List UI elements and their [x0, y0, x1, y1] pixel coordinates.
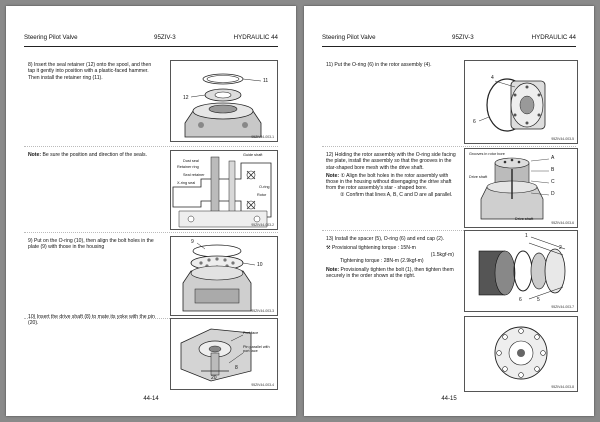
label-retainer-ring: Retainer ring [177, 165, 199, 169]
torque-1-alt: (1.5kgf-m) [430, 251, 454, 258]
rotor-grooves-illustration [465, 149, 577, 227]
step-9 [28, 238, 156, 251]
label-drive-shaft: Drive shaft [469, 175, 488, 179]
callout-1: 1 [525, 233, 528, 239]
callout-8: 8 [235, 365, 238, 371]
bolt-order-illustration [465, 317, 577, 391]
line-b: B [551, 167, 555, 173]
callout-5: 5 [537, 297, 540, 303]
divider [322, 146, 576, 147]
line-d: D [551, 191, 555, 197]
figure-seal-retainer [170, 60, 278, 142]
step-8-text: 8) Insert the seal retainer (12) onto the spool, and then tap it gently into position with a plastic-faced hammer. Then install the retainer ring (11). [28, 62, 152, 81]
step-11 [326, 62, 462, 68]
figure-end-cap [464, 230, 578, 312]
header-title: Steering Pilot Valve [24, 34, 78, 41]
torque-1-value: 15N-m [400, 245, 416, 252]
label-grooves: Grooves in rotor bore [469, 152, 505, 156]
page-header [24, 34, 278, 47]
rotor-illustration [465, 61, 577, 143]
seal-retainer-illustration [171, 61, 277, 141]
figure-plate-o-ring [170, 236, 278, 316]
page-number: 44-14 [143, 396, 159, 402]
step-12-text: 12) Holding the rotor assembly with the O-ring side facing the plate, install the assembly so that the grooves in the star-shaped bore mesh with the drive shaft. [326, 152, 456, 171]
callout-6: 6 [473, 119, 476, 125]
note-seals [28, 152, 160, 158]
figure-id: 95ZIV44-003-3 [251, 309, 274, 313]
figure-id: 95ZIV44-003-7 [551, 305, 574, 309]
wrench-icon: ⚒ [326, 245, 331, 252]
figure-id: 95ZIV44-003-5 [551, 137, 574, 141]
step-10 [28, 314, 160, 327]
figure-id: 95ZIV44-003-8 [551, 385, 574, 389]
note-13: Provisionally tighten the bolt (1), then tighten them securely in the order shown at the right. [326, 267, 454, 280]
divider [24, 232, 278, 233]
step-8 [28, 62, 156, 81]
figure-id: 95ZIV44-003-4 [251, 383, 274, 387]
callout-12: 12 [183, 95, 189, 101]
step-11-text: 11) Put the O-ring (6) in the rotor assembly (4). [326, 62, 432, 68]
step-13 [326, 236, 462, 280]
figure-id: 95ZIV44-003-6 [551, 221, 574, 225]
label-port-face: Port face [243, 331, 259, 335]
header-title: Steering Pilot Valve [322, 34, 376, 41]
figure-id: 95ZIV44-003-2 [251, 223, 274, 227]
note-12-2: ② Confirm that lines A, B, C and D are all parallel. [340, 191, 453, 198]
callout-11: 11 [263, 78, 269, 84]
callout-2: 2 [559, 245, 562, 251]
label-drive-shaft-2: Drive shaft [515, 217, 534, 221]
header-model: 95ZIV-3 [452, 34, 474, 41]
callout-10: 10 [257, 262, 263, 268]
label-pin-parallel: Pin parallel with port face [243, 345, 270, 353]
figure-seal-section [170, 150, 278, 230]
header-section: HYDRAULIC 44 [233, 34, 278, 41]
torque-2-label: Tightening torque : [340, 257, 383, 264]
note-12-1: ① Align the bolt holes in the rotor assembly with those in the housing without disengaging the drive shaft from the rotor assembly's star - shaped bore. [326, 172, 452, 192]
page-right [304, 6, 594, 416]
page-header [322, 34, 576, 47]
note-label: Note: [326, 267, 340, 274]
step-9-text: 9) Put on the O-ring (10), then align the bolt holes in the plate (9) with those in the housing [28, 238, 154, 251]
note-label: Note: [326, 172, 340, 179]
callout-4: 4 [491, 75, 494, 81]
page-number: 44-15 [441, 396, 457, 402]
line-a: A [551, 155, 555, 161]
line-c: C [551, 179, 555, 185]
page-left [6, 6, 296, 416]
step-10-text: 10) Insert the drive shaft (8) to mate its yoke with the pin (20). [28, 314, 155, 327]
header-section: HYDRAULIC 44 [531, 34, 576, 41]
label-x-ring: X-ring seal [177, 181, 196, 185]
figure-bolt-order [464, 316, 578, 392]
callout-20: 20 [211, 375, 217, 381]
figure-id: 95ZIV44-003-1 [251, 135, 274, 139]
callout-9: 9 [191, 239, 194, 245]
note-text: Be sure the position and direction of the seals. [42, 152, 147, 158]
figure-drive-shaft [170, 318, 278, 390]
figure-rotor-grooves [464, 148, 578, 228]
label-dust-seal: Dust seal [183, 159, 199, 163]
step-12 [326, 152, 460, 198]
callout-6: 6 [519, 297, 522, 303]
header-model: 95ZIV-3 [154, 34, 176, 41]
plate-illustration [171, 237, 277, 315]
torque-1-label: Provisional tightening torque : [332, 245, 400, 252]
step-13-text: 13) Install the spacer (5), O-ring (6) and end cap (2). [326, 236, 445, 242]
figure-rotor-o-ring [464, 60, 578, 144]
label-rotor: Rotor [257, 193, 267, 197]
label-seal-retainer: Seal retainer [183, 173, 205, 177]
divider [24, 146, 278, 147]
label-guide-shaft: Guide shaft [243, 153, 263, 157]
torque-2-value: 28N-m (2.9kgf-m) [383, 257, 424, 264]
drive-shaft-illustration [171, 319, 277, 389]
note-label: Note: [28, 152, 42, 158]
label-o-ring: O-ring [259, 185, 270, 189]
